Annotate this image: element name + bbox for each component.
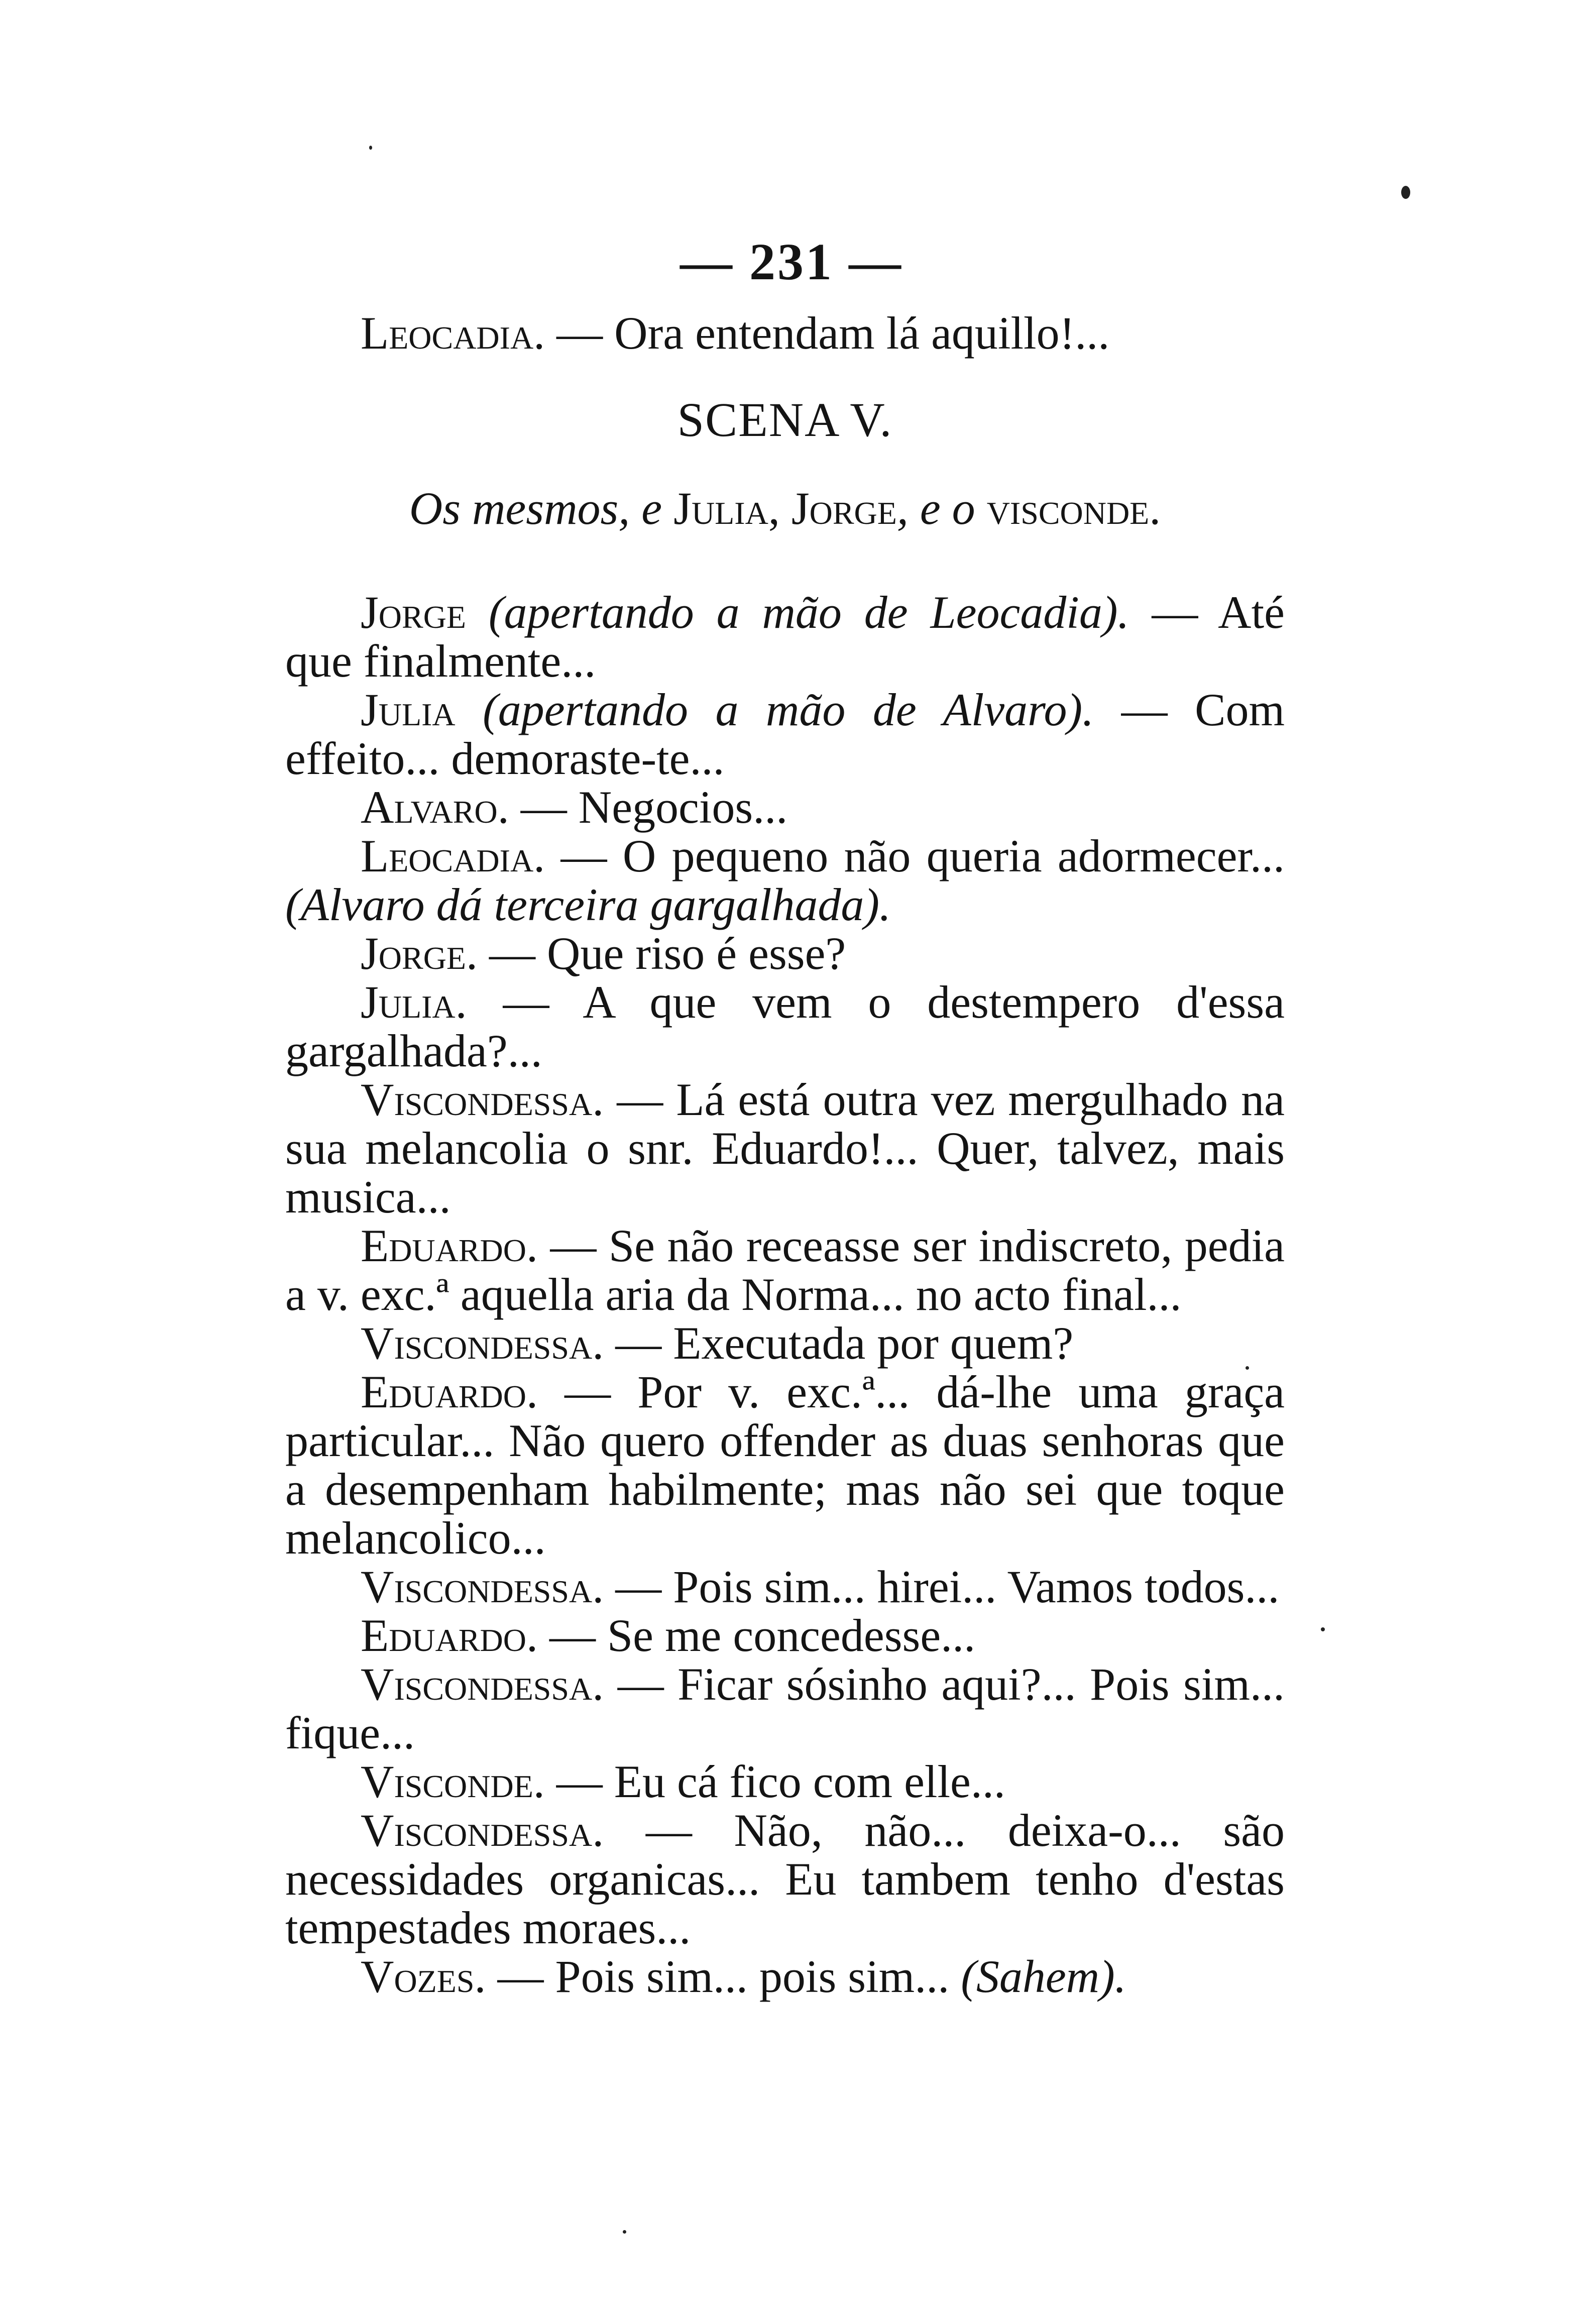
dialogue-text: — Com effeito... demoraste-te...	[285, 684, 1285, 784]
dialogue-text: — Executada por quem?	[604, 1317, 1074, 1369]
dialogue-line	[285, 929, 1285, 978]
cast-name-julia: Julia	[673, 483, 768, 534]
dialogue-text: — O pequeno não queria adormecer...	[545, 830, 1285, 881]
speaker-name: Jorge	[361, 587, 467, 638]
speaker-name: Julia	[361, 684, 456, 735]
page-number: — 231 —	[680, 233, 903, 291]
speaker-name: Alvaro.	[361, 782, 509, 833]
stage-direction: (apertando a mão de Leocadia).	[488, 587, 1129, 638]
cast-prefix: Os mesmos, e	[409, 483, 662, 534]
dialogue-line	[285, 686, 1285, 783]
dialogue-line	[285, 1368, 1285, 1563]
cast-list	[285, 484, 1285, 533]
speaker-name: Vozes.	[361, 1951, 486, 2002]
dialogue-text: — Eu cá fico com elle...	[544, 1756, 1005, 1807]
stage-direction: (apertando a mão de Alvaro).	[483, 684, 1094, 735]
dialogue-line	[285, 309, 1285, 358]
dialogue-text: — Lá está outra vez mergulhado na sua melancolia o snr. Eduardo!... Quer, talvez, mais musica...	[285, 1074, 1285, 1223]
scan-speck	[1401, 186, 1410, 199]
speaker-name: Viscondessa.	[361, 1805, 604, 1856]
dialogue-text: — Não, não... deixa-o... são necessidades organicas... Eu tambem tenho d'estas tempestades moraes...	[285, 1805, 1285, 1953]
speaker-name: Leocadia.	[361, 307, 545, 359]
cast-separator: ,	[768, 483, 780, 534]
dialogue-line	[285, 1757, 1285, 1806]
dialogue-text: — Ora entendam lá aquillo!...	[545, 307, 1110, 359]
dialogue-line	[285, 1660, 1285, 1757]
dialogue-text: — Pois sim... hirei... Vamos todos...	[604, 1561, 1280, 1612]
scan-speck	[369, 146, 372, 150]
speaker-name: Eduardo.	[361, 1366, 538, 1417]
dialogue-text: — Se me concedesse...	[537, 1610, 976, 1661]
cast-separator: , e o	[896, 483, 975, 534]
speaker-name: Viscondessa.	[361, 1074, 604, 1125]
play-text	[285, 309, 1285, 2001]
speaker-name: Viscondessa.	[361, 1317, 604, 1369]
speaker-name: Visconde.	[361, 1756, 545, 1807]
speaker-name: Viscondessa.	[361, 1561, 604, 1612]
dialogue-line	[285, 1806, 1285, 1952]
dialogue-line	[285, 1563, 1285, 1611]
scan-speck	[1321, 1627, 1325, 1631]
dialogue-line	[285, 1222, 1285, 1319]
stage-direction: (Alvaro dá terceira gargalhada).	[285, 879, 891, 930]
dialogue-text: — Até que finalmente...	[285, 587, 1285, 687]
stage-direction: (Sahem).	[961, 1951, 1126, 2002]
dialogue-text: — Pois sim... pois sim...	[486, 1951, 961, 2002]
dialogue-text: — Negocios...	[509, 782, 788, 833]
speaker-name: Eduardo.	[361, 1610, 538, 1661]
cast-end: .	[1149, 483, 1161, 534]
scene-heading: SCENA V.	[677, 393, 893, 447]
speaker-name: Leocadia.	[361, 830, 545, 881]
dialogue-line	[285, 832, 1285, 929]
dialogue-line	[285, 588, 1285, 686]
dialogue-line	[285, 783, 1285, 832]
cast-name-jorge: Jorge	[791, 483, 897, 534]
scan-speck	[623, 2230, 626, 2234]
dialogue-line	[285, 978, 1285, 1075]
dialogue-line	[285, 1952, 1285, 2001]
dialogue-line	[285, 1611, 1285, 1660]
dialogue-text: — A que vem o destempero d'essa gargalhada?...	[285, 976, 1285, 1076]
dialogue-text: — Por v. exc.ª... dá-lhe uma graça particular... Não quero offender as duas senhoras que a desempenham habilmente; mas não sei que toque melancolico...	[285, 1366, 1285, 1564]
speaker-name: Viscondessa.	[361, 1658, 604, 1710]
dialogue-text: — Se não receasse ser indiscreto, pedia a v. exc.ª aquella aria da Norma... no acto final...	[285, 1220, 1285, 1320]
speaker-name: Jorge.	[361, 928, 478, 979]
dialogue-line	[285, 1075, 1285, 1222]
dialogue-text: — Que riso é esse?	[478, 928, 846, 979]
dialogue-line	[285, 1319, 1285, 1368]
speaker-name: Julia.	[361, 976, 467, 1028]
dialogue-text: — Ficar sósinho aqui?... Pois sim... fique...	[285, 1658, 1285, 1758]
speaker-name: Eduardo.	[361, 1220, 538, 1271]
cast-name-visconde: visconde	[986, 483, 1150, 534]
